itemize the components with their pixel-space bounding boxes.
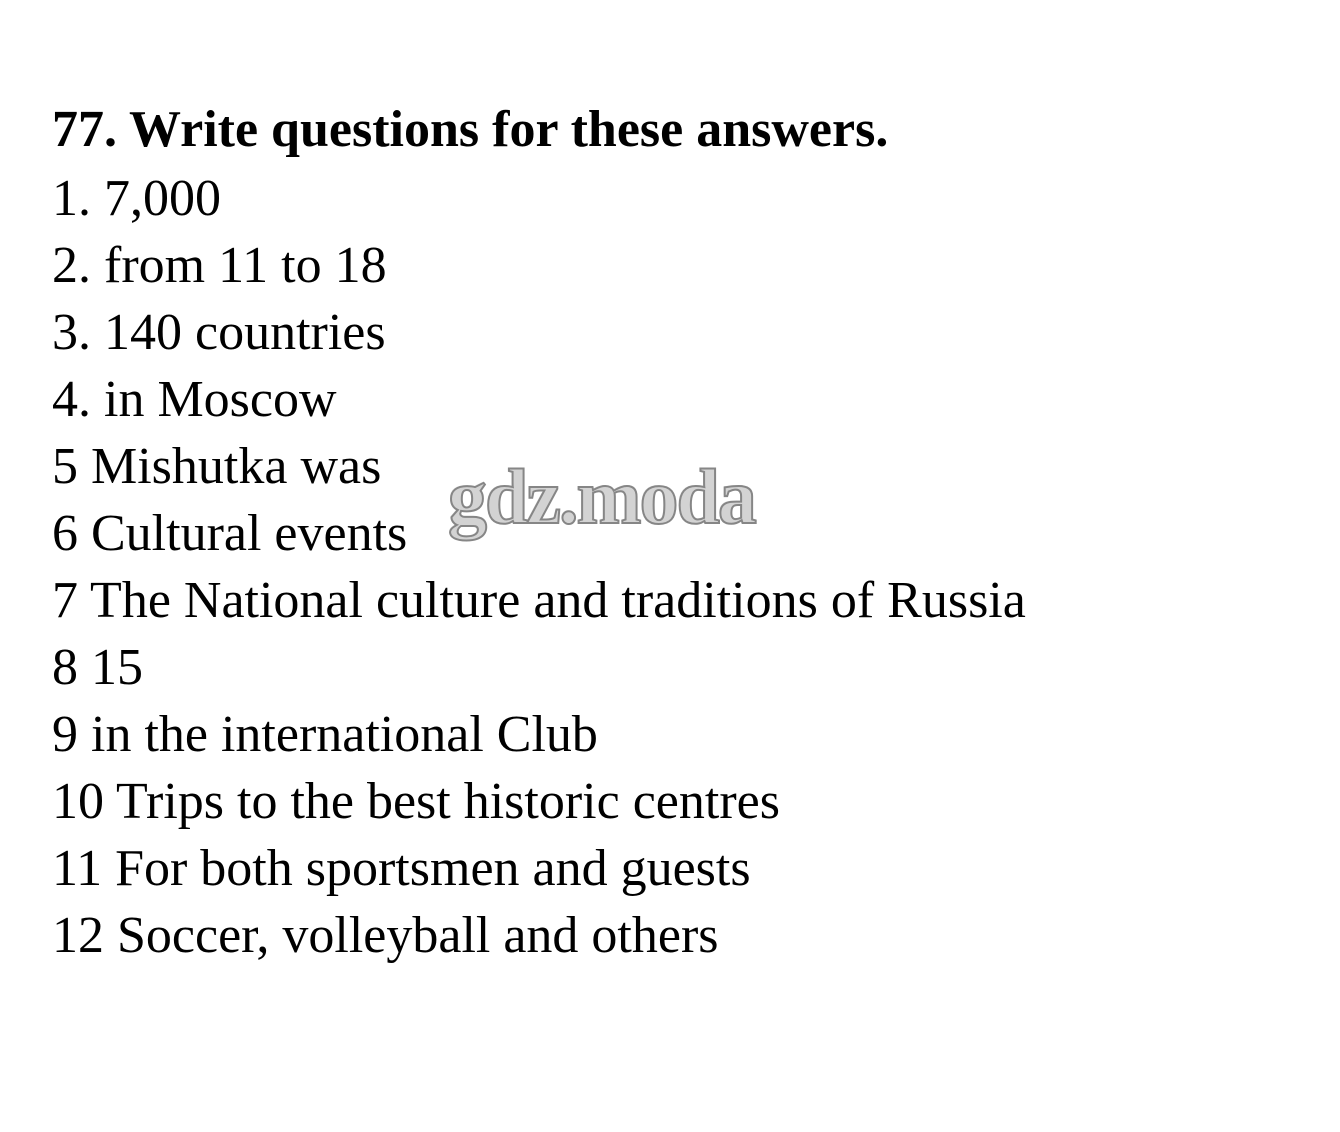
answer-item-6: 6 Cultural events [52, 505, 408, 562]
answer-list [52, 165, 1026, 969]
watermark-logo: gdz.moda [448, 453, 755, 540]
answer-item-10: 10 Trips to the best historic centres [52, 773, 780, 830]
answer-item-4: 4. in Moscow [52, 371, 337, 428]
answer-item-5: 5 Mishutka was [52, 438, 382, 495]
answer-item-7: 7 The National culture and traditions of Russia [52, 572, 1026, 629]
answer-item-1: 1. 7,000 [52, 170, 221, 227]
answer-item-9: 9 in the international Club [52, 706, 598, 763]
answer-item-11: 11 For both sportsmen and guests [52, 840, 751, 897]
answer-item-2: 2. from 11 to 18 [52, 237, 387, 294]
answer-item-8: 8 15 [52, 639, 143, 696]
exercise-title: 77. Write questions for these answers. [52, 101, 889, 158]
answer-item-12: 12 Soccer, volleyball and others [52, 907, 719, 964]
answer-item-3: 3. 140 countries [52, 304, 386, 361]
